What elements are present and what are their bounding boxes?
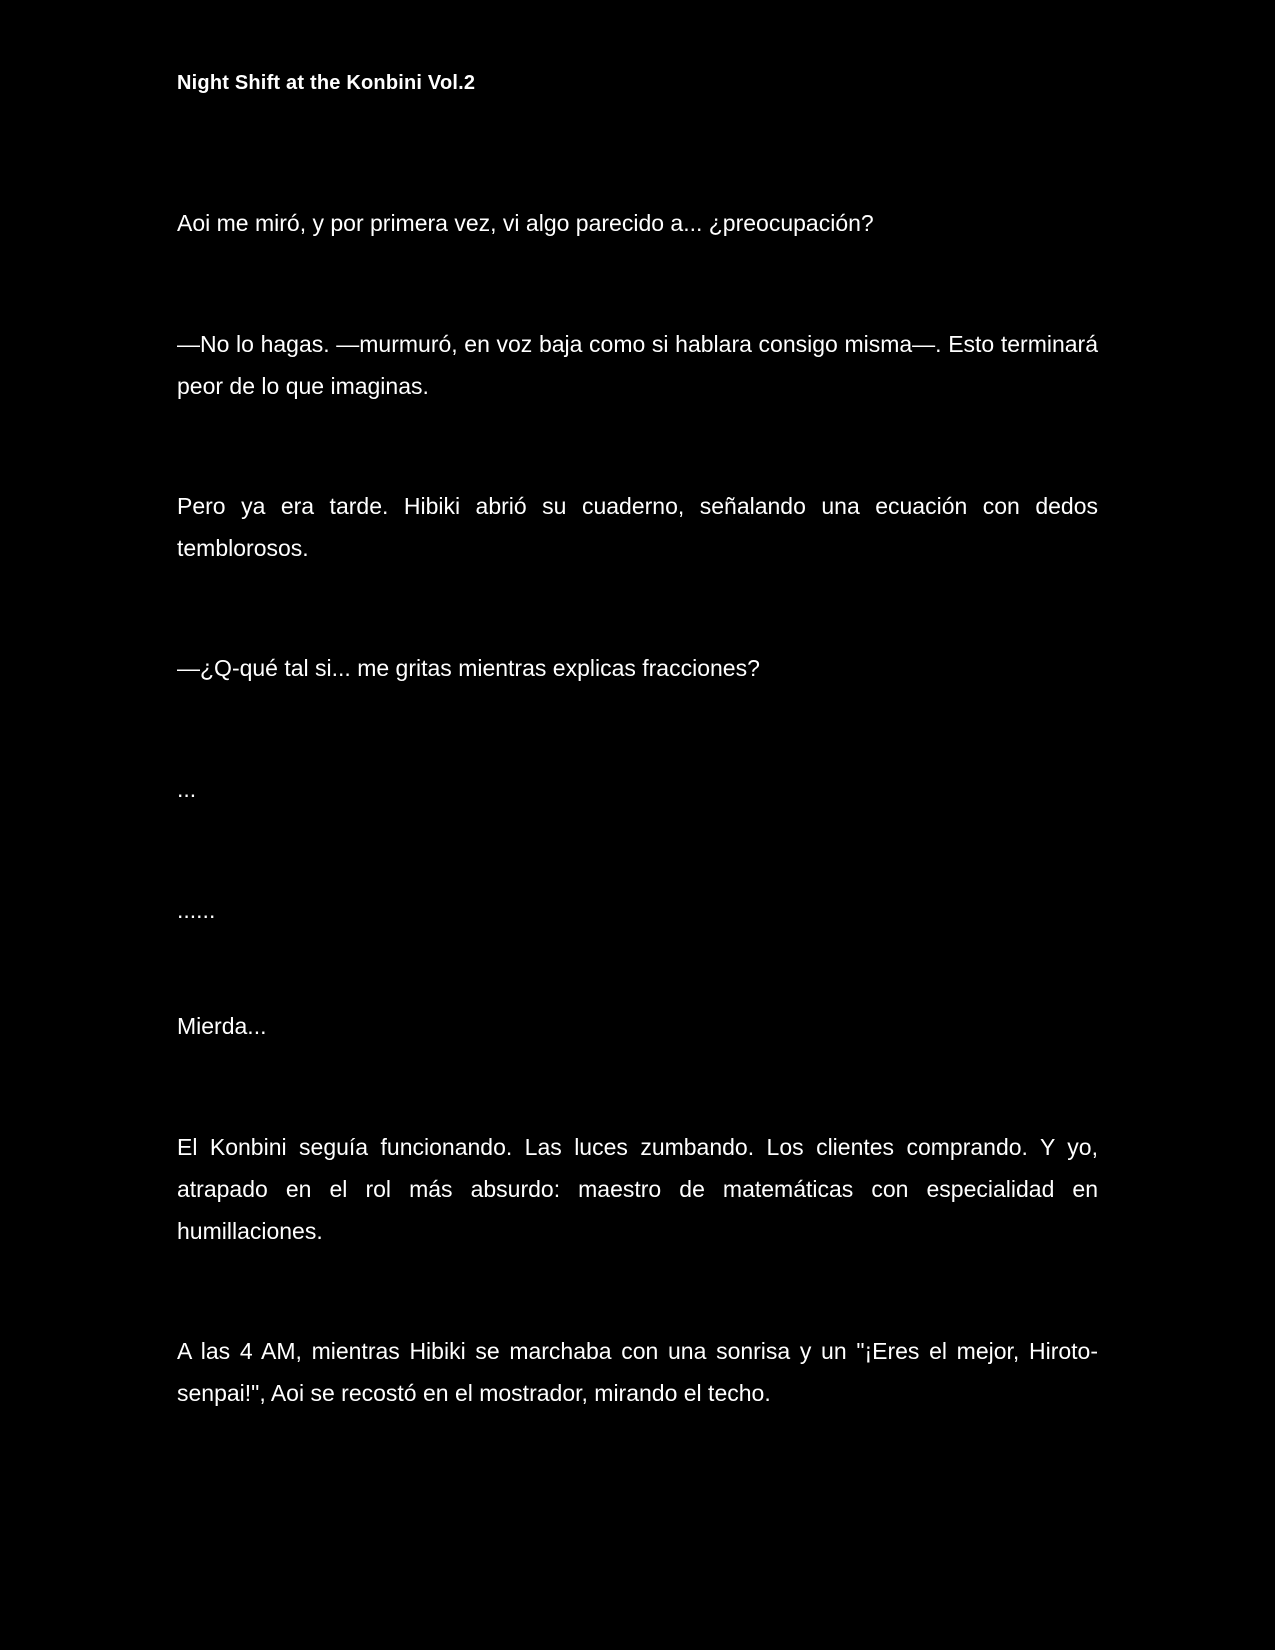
paragraph-6-ellipsis: ......: [177, 897, 216, 923]
paragraph-3: Pero ya era tarde. Hibiki abrió su cuaderno, señalando una ecuación con dedos temblorosos.: [177, 493, 1098, 561]
paragraph-8: El Konbini seguía funcionando. Las luces zumbando. Los clientes comprando. Y yo, atrapado en el rol más absurdo: maestro de matemáticas con especialidad en humillaciones.: [177, 1134, 1098, 1244]
paragraph-4: —¿Q-qué tal si... me gritas mientras explicas fracciones?: [177, 655, 760, 681]
paragraph-9: A las 4 AM, mientras Hibiki se marchaba con una sonrisa y un "¡Eres el mejor, Hiroto-senpai!", Aoi se recostó en el mostrador, mirando el techo.: [177, 1338, 1098, 1406]
paragraph-1: Aoi me miró, y por primera vez, vi algo parecido a... ¿preocupación?: [177, 210, 874, 236]
paragraph-5-ellipsis: ...: [177, 776, 197, 802]
page-header-title: Night Shift at the Konbini Vol.2: [177, 72, 476, 94]
paragraph-2: —No lo hagas. —murmuró, en voz baja como si hablara consigo misma—. Esto terminará peor de lo que imaginas.: [177, 331, 1098, 399]
paragraph-7: Mierda...: [177, 1013, 267, 1039]
